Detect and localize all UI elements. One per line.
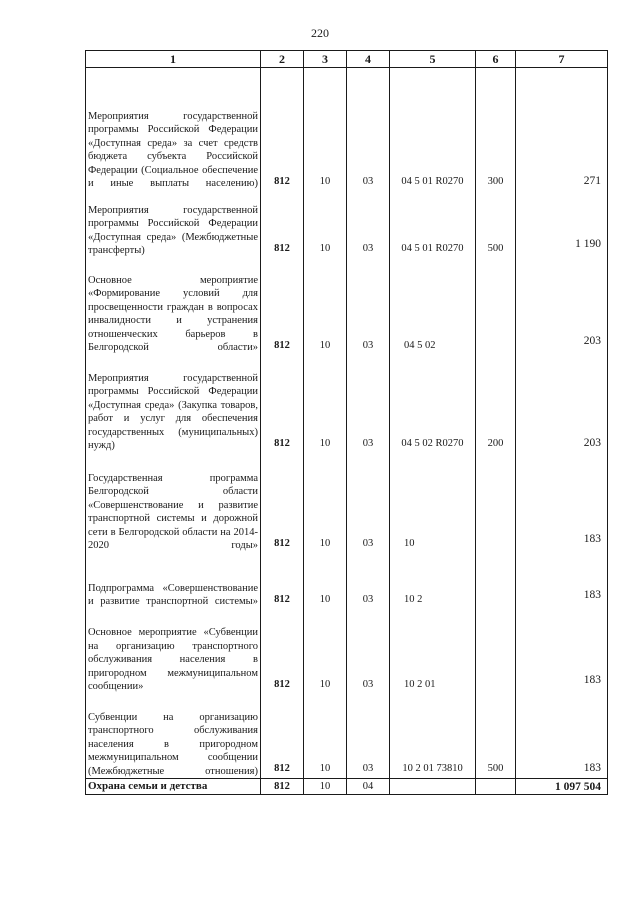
row-pr: 03 [347,453,390,553]
row-name: Подпрограмма «Совершенствование и развитие транспортной системы» [86,553,261,609]
row-pr: 04 [347,779,390,795]
row-csr: 04 5 02 R0270 [390,355,476,453]
header-col-5: 5 [390,51,476,68]
row-pr: 03 [347,258,390,355]
row-name: Мероприятия государственной программы Российской Федерации «Доступная среда» за счет средств бюджета субъекта Российской Федерации (Социальное обеспечение и иные выплаты населению) [86,68,261,191]
row-gr: 812 [261,68,304,191]
row-gr: 812 [261,553,304,609]
row-pr: 03 [347,68,390,191]
row-name: Охрана семьи и детства [86,779,261,795]
row-vr: 500 [476,191,516,258]
row-amount: 183 [516,453,608,553]
table-row [86,609,608,694]
row-rz: 10 [304,191,347,258]
row-gr: 812 [261,694,304,779]
row-vr [476,609,516,694]
row-csr: 04 5 01 R0270 [390,68,476,191]
row-rz: 10 [304,553,347,609]
row-name: Субвенции на организацию транспортного обслуживания населения в пригородном межмуниципальном сообщении (Межбюджетные отношения) [86,694,261,779]
page-number: 220 [311,26,329,40]
row-csr: 04 5 02 [390,258,476,355]
row-amount: 183 [516,553,608,609]
row-vr [476,553,516,609]
table-row [86,191,608,258]
row-gr: 812 [261,609,304,694]
row-rz: 10 [304,355,347,453]
table-row [86,68,608,191]
row-rz: 10 [304,68,347,191]
row-vr: 200 [476,355,516,453]
row-rz: 10 [304,694,347,779]
header-col-3: 3 [304,51,347,68]
header-col-2: 2 [261,51,304,68]
row-vr [476,779,516,795]
row-name: Основное мероприятие «Субвенции на организацию транспортного обслуживания населения в пригородном межмуниципальном сообщении» [86,609,261,694]
table-row [86,258,608,355]
row-csr: 04 5 01 R0270 [390,191,476,258]
header-col-4: 4 [347,51,390,68]
row-gr: 812 [261,453,304,553]
row-pr: 03 [347,694,390,779]
row-csr: 10 2 01 [390,609,476,694]
row-amount: 1 097 504 [516,779,608,795]
table-row-total [86,779,608,795]
table-row [86,553,608,609]
row-name: Государственная программа Белгородской области «Совершенствование и развитие транспортной системы и дорожной сети в Белгородской области на 2014-2020 годы» [86,453,261,553]
row-name: Основное мероприятие «Формирование условий для просвещенности граждан в вопросах инвалидности и устранения отношенческих барьеров в Белгородской области» [86,258,261,355]
row-amount: 203 [516,355,608,453]
row-name: Мероприятия государственной программы Российской Федерации «Доступная среда» (Закупка товаров, работ и услуг для обеспечения государственных (муниципальных) нужд) [86,355,261,453]
row-vr [476,453,516,553]
row-csr [390,779,476,795]
header-col-7: 7 [516,51,608,68]
budget-table [85,50,608,795]
row-pr: 03 [347,355,390,453]
row-gr: 812 [261,191,304,258]
row-vr: 300 [476,68,516,191]
row-rz: 10 [304,779,347,795]
row-amount: 203 [516,258,608,355]
header-col-1: 1 [86,51,261,68]
row-csr: 10 2 01 73810 [390,694,476,779]
row-csr: 10 [390,453,476,553]
table-row [86,355,608,453]
row-pr: 03 [347,609,390,694]
row-csr: 10 2 [390,553,476,609]
row-amount: 183 [516,609,608,694]
row-rz: 10 [304,453,347,553]
header-row [86,51,608,68]
row-gr: 812 [261,258,304,355]
row-amount: 271 [516,68,608,191]
row-vr [476,258,516,355]
row-gr: 812 [261,779,304,795]
table-row [86,453,608,553]
table-row [86,694,608,779]
row-rz: 10 [304,609,347,694]
row-pr: 03 [347,191,390,258]
row-rz: 10 [304,258,347,355]
row-vr: 500 [476,694,516,779]
header-col-6: 6 [476,51,516,68]
row-pr: 03 [347,553,390,609]
row-amount: 1 190 [516,191,608,258]
row-gr: 812 [261,355,304,453]
row-name: Мероприятия государственной программы Российской Федерации «Доступная среда» (Межбюджетные трансферты) [86,191,261,258]
row-amount: 183 [516,694,608,779]
